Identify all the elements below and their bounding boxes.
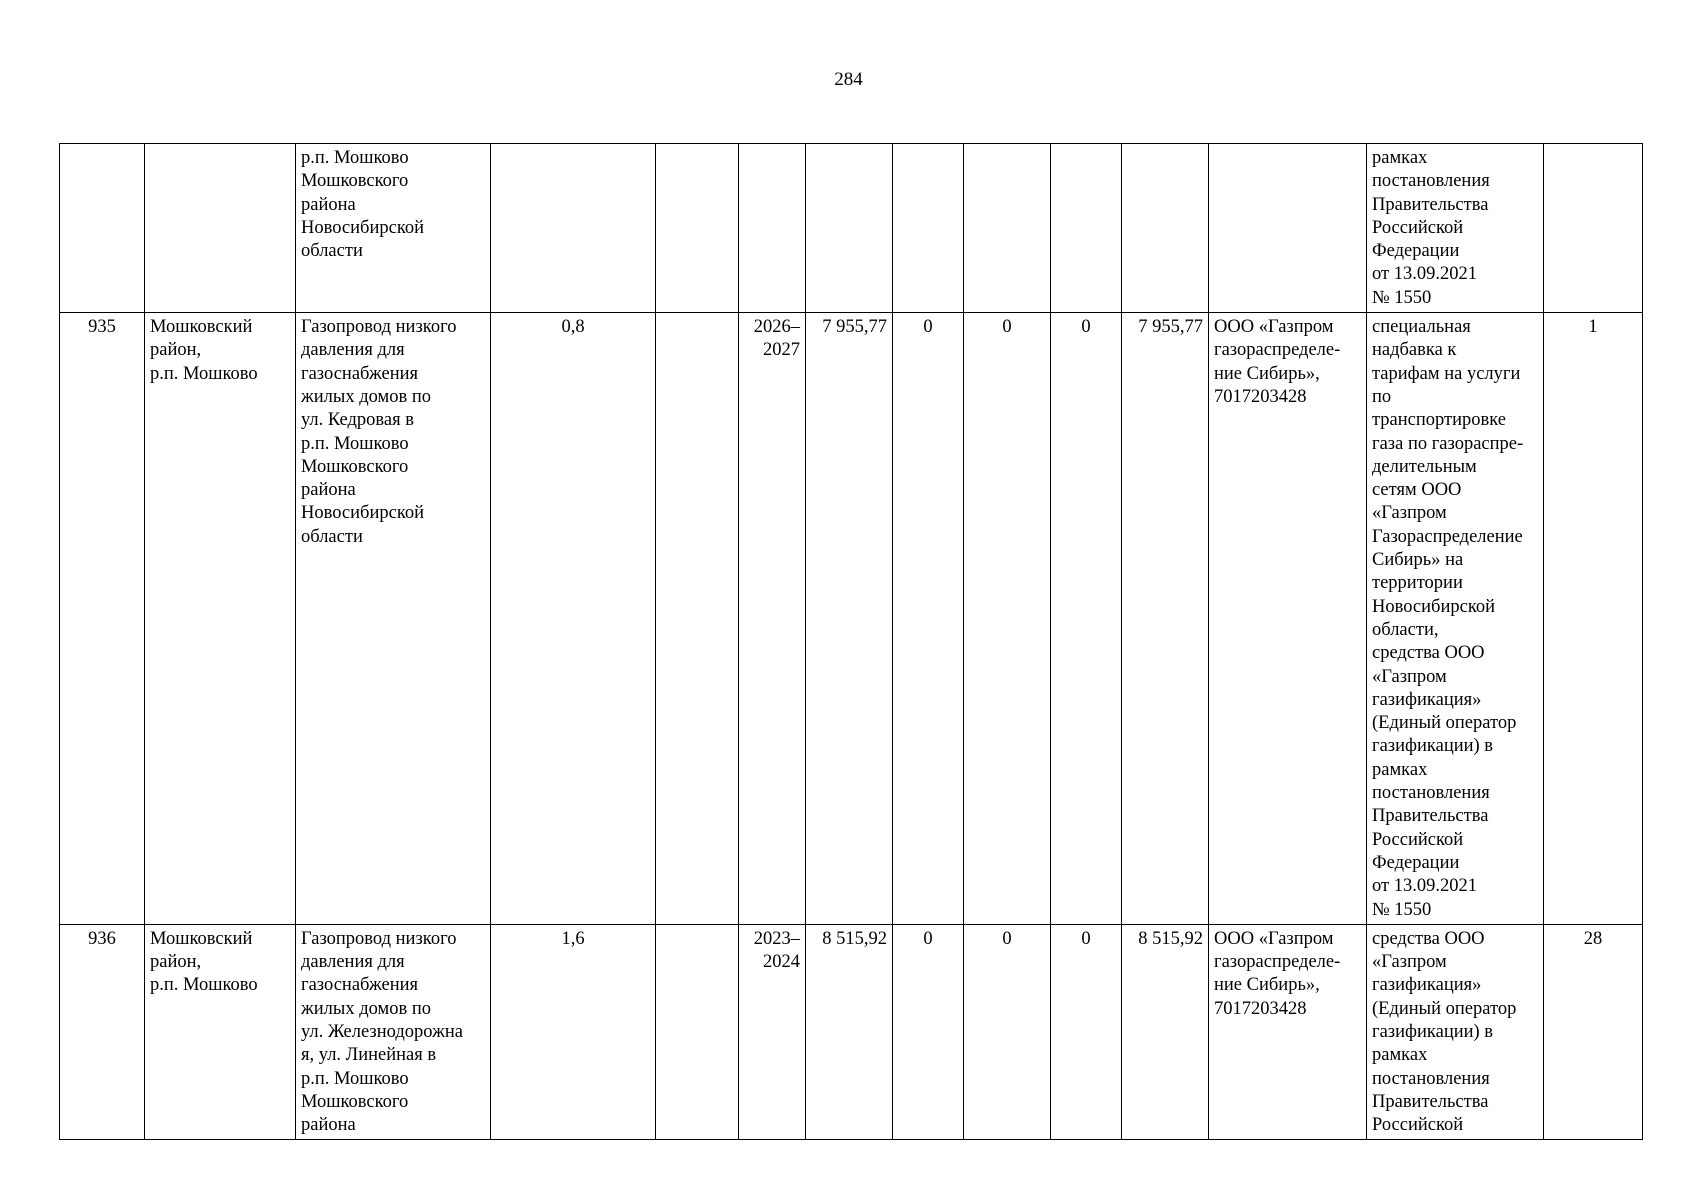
total-cost-cell: 7 955,77	[806, 313, 893, 925]
funding-cell-3	[1051, 144, 1122, 313]
funding-source-cell: рамках постановления Правительства Российской Федерации от 13.09.2021 № 1550	[1367, 144, 1544, 313]
investment-table	[59, 143, 1643, 1140]
location-cell	[145, 144, 296, 313]
period-cell	[739, 144, 806, 313]
funding-source-cell: специальная надбавка к тарифам на услуги по транспортировке газа по газораспре- делительным сетям ООО «Газпром Газораспределение Сибирь» на территории Новосибирской области, средства ООО «Газпром газификация» (Единый оператор газификации) в рамках постановления Правительства Российской Федерации от 13.09.2021 № 1550	[1367, 313, 1544, 925]
row-number: 935	[60, 313, 145, 925]
object-cell: Газопровод низкого давления для газоснабжения жилых домов по ул. Кедровая в р.п. Мошково Мошковского района Новосибирской области	[296, 313, 491, 925]
last-column-cell: 28	[1544, 924, 1643, 1140]
length-cell: 0,8	[491, 313, 656, 925]
funding-cell-2: 0	[964, 924, 1051, 1140]
table-row	[60, 144, 1643, 313]
location-cell: Мошковский район, р.п. Мошково	[145, 924, 296, 1140]
total-cost-cell: 8 515,92	[806, 924, 893, 1140]
table-row	[60, 313, 1643, 925]
funding-cell-3: 0	[1051, 313, 1122, 925]
object-cell: Газопровод низкого давления для газоснабжения жилых домов по ул. Железнодорожна я, ул. Линейная в р.п. Мошково Мошковского района	[296, 924, 491, 1140]
empty-cell	[656, 924, 739, 1140]
funding-cell-1: 0	[893, 313, 964, 925]
empty-cell	[656, 144, 739, 313]
last-column-cell: 1	[1544, 313, 1643, 925]
period-cell: 2023– 2024	[739, 924, 806, 1140]
funding-cell-4: 7 955,77	[1122, 313, 1209, 925]
funding-source-cell: средства ООО «Газпром газификация» (Единый оператор газификации) в рамках постановления Правительства Российской	[1367, 924, 1544, 1140]
period-cell: 2026– 2027	[739, 313, 806, 925]
funding-cell-4: 8 515,92	[1122, 924, 1209, 1140]
funding-cell-1	[893, 144, 964, 313]
object-cell: р.п. Мошково Мошковского района Новосибирской области	[296, 144, 491, 313]
row-number: 936	[60, 924, 145, 1140]
funding-cell-4	[1122, 144, 1209, 313]
location-cell: Мошковский район, р.п. Мошково	[145, 313, 296, 925]
organization-cell: ООО «Газпром газораспределе- ние Сибирь», 7017203428	[1209, 313, 1367, 925]
length-cell: 1,6	[491, 924, 656, 1140]
funding-cell-1: 0	[893, 924, 964, 1140]
funding-cell-2: 0	[964, 313, 1051, 925]
row-number	[60, 144, 145, 313]
empty-cell	[656, 313, 739, 925]
table-row	[60, 924, 1643, 1140]
length-cell	[491, 144, 656, 313]
total-cost-cell	[806, 144, 893, 313]
funding-cell-3: 0	[1051, 924, 1122, 1140]
page-number: 284	[834, 69, 863, 90]
organization-cell	[1209, 144, 1367, 313]
last-column-cell	[1544, 144, 1643, 313]
funding-cell-2	[964, 144, 1051, 313]
organization-cell: ООО «Газпром газораспределе- ние Сибирь», 7017203428	[1209, 924, 1367, 1140]
